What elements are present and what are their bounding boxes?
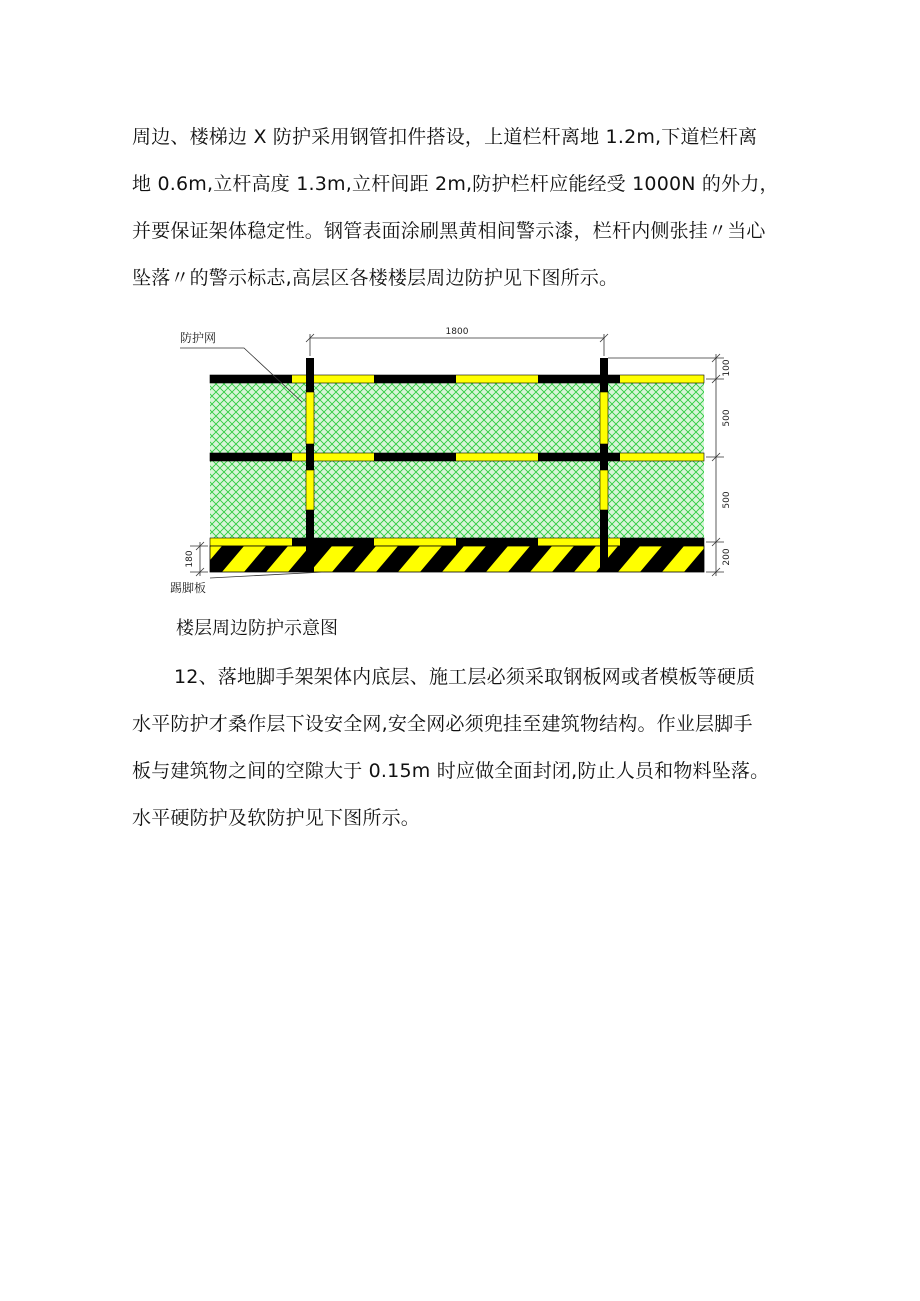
horizontal-protection-paragraph <box>132 654 802 842</box>
floor-edge-protection-diagram <box>160 320 760 610</box>
paragraph-line: 并要保证架体稳定性。钢管表面涂刷黑黄相间警示漆，栏杆内侧张挂〃当心 <box>132 220 766 242</box>
dimension-spacing-label: 1800 <box>445 327 469 337</box>
paragraph-line: 12、落地脚手架架体内底层、施工层必须采取钢板网或者模板等硬质 <box>174 666 756 688</box>
left-post <box>306 358 314 572</box>
middle-rail <box>210 453 704 461</box>
dimension-lower-rail-label: 500 <box>722 491 732 509</box>
right-post <box>600 358 608 572</box>
paragraph-line: 水平防护才桑作层下设安全网,安全网必须兜挂至建筑物结构。作业层脚手 <box>132 713 753 735</box>
paragraph-line: 水平硬防护及软防护见下图所示。 <box>132 807 421 829</box>
paragraph-line: 板与建筑物之间的空隙大于 0.15m 时应做全面封闭,防止人员和物料坠落。 <box>132 760 770 782</box>
net-label: 防护网 <box>180 331 217 345</box>
paragraph-line: 坠落〃的警示标志,高层区各楼楼层周边防护见下图所示。 <box>132 267 619 289</box>
post-spacing-dimension <box>306 334 608 356</box>
figure-caption: 楼层周边防护示意图 <box>176 618 338 639</box>
protection-net <box>210 378 704 546</box>
paragraph-line: 周边、楼梯边 X 防护采用钢管扣件搭设，上道栏杆离地 1.2m,下道栏杆离 <box>132 126 758 148</box>
toe-board-label: 踢脚板 <box>170 581 207 595</box>
dimension-toe-board-right-label: 200 <box>722 548 732 566</box>
bottom-rail <box>210 538 704 546</box>
toe-board-leader-line <box>210 572 324 578</box>
dimension-toe-board-left-label: 180 <box>185 550 195 568</box>
paragraph-line: 地 0.6m,立杆高度 1.3m,立杆间距 2m,防护栏杆应能经受 1000N 的外力， <box>132 173 779 195</box>
dimension-upper-rail-label: 500 <box>722 409 732 427</box>
dimension-top-extension-label: 100 <box>722 359 732 377</box>
guardrail-description-paragraph <box>132 114 802 302</box>
top-rail <box>210 375 704 383</box>
toe-board <box>200 546 728 572</box>
